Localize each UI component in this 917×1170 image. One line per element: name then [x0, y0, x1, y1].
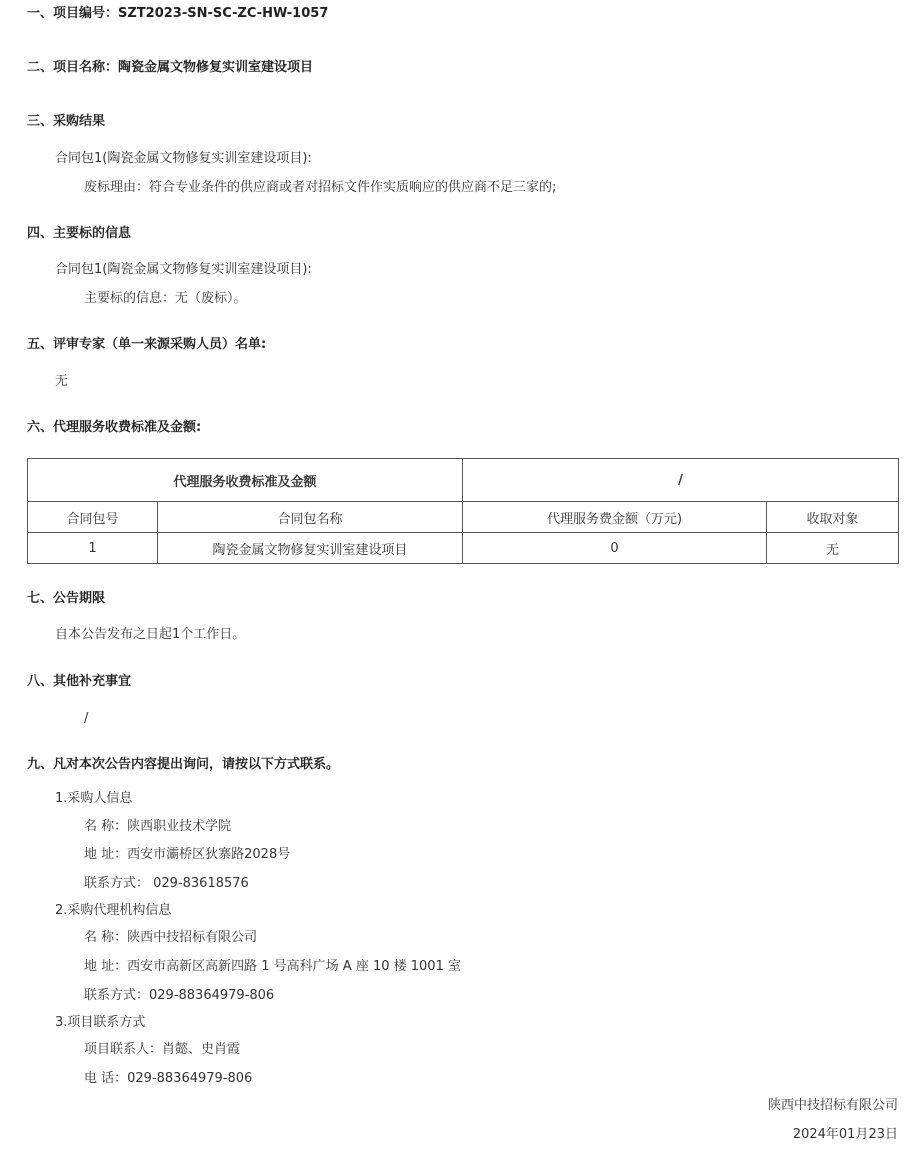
section-1-title: 一、项目编号： [27, 6, 119, 21]
agency-address: 地 址：西安市高新区高新四路 1 号高科广场 A 座 10 楼 1001 室 [84, 959, 461, 974]
agency-contact: 联系方式：029-88364979-806 [84, 988, 275, 1003]
s3-contract-package: 合同包1(陶瓷金属文物修复实训室建设项目): [55, 151, 312, 166]
section-5-title: 五、评审专家（单一来源采购人员）名单: [27, 337, 267, 352]
section-8-title: 八、其他补充事宜 [27, 674, 132, 689]
s3-cancel-reason: 废标理由：符合专业条件的供应商或者对招标文件作实质响应的供应商不足三家的; [84, 180, 557, 195]
col-header-package-no: 合同包号 [28, 502, 158, 533]
section-3-title: 三、采购结果 [27, 114, 106, 129]
project-number-value: SZT2023-SN-SC-ZC-HW-1057 [118, 6, 329, 21]
fee-table-header-label: 代理服务收费标准及金额 [28, 459, 463, 502]
project-contact-person: 项目联系人：肖懿、史肖霞 [84, 1042, 241, 1057]
agency-fee-table [27, 458, 899, 564]
s8-other-value: / [84, 711, 89, 726]
footer-date: 2024年01月23日 [792, 1127, 898, 1142]
s5-experts-value: 无 [55, 374, 69, 389]
footer-company: 陕西中技招标有限公司 [767, 1098, 898, 1113]
table-row [28, 533, 899, 564]
section-6-title: 六、代理服务收费标准及金额: [27, 420, 202, 435]
project-name-value: 陶瓷金属文物修复实训室建设项目 [118, 60, 314, 75]
section-project-number [27, 6, 328, 22]
section-7-title: 七、公告期限 [27, 591, 106, 606]
fee-table-column-row [28, 502, 899, 533]
agency-heading: 2.采购代理机构信息 [55, 903, 172, 918]
section-project-name [27, 60, 313, 76]
section-9-title: 九、凡对本次公告内容提出询问，请按以下方式联系。 [27, 757, 340, 772]
project-contact-phone: 电 话：029-88364979-806 [84, 1071, 253, 1086]
cell-payer: 无 [767, 533, 899, 564]
s4-contract-package: 合同包1(陶瓷金属文物修复实训室建设项目): [55, 262, 312, 277]
section-4-title: 四、主要标的信息 [27, 226, 132, 241]
fee-table-header-value: / [463, 459, 899, 502]
s7-announcement-period: 自本公告发布之日起1个工作日。 [55, 627, 246, 642]
purchaser-name: 名 称：陕西职业技术学院 [84, 819, 232, 834]
col-header-package-name: 合同包名称 [158, 502, 463, 533]
cell-package-no: 1 [28, 533, 158, 564]
col-header-fee-amount: 代理服务费金额（万元) [463, 502, 767, 533]
fee-table-header-row [28, 459, 899, 502]
section-2-title: 二、项目名称： [27, 60, 119, 75]
agency-name: 名 称：陕西中技招标有限公司 [84, 930, 258, 945]
purchaser-address: 地 址：西安市灞桥区狄寨路2028号 [84, 847, 291, 862]
col-header-payer: 收取对象 [767, 502, 899, 533]
cell-package-name: 陶瓷金属文物修复实训室建设项目 [158, 533, 463, 564]
purchaser-contact: 联系方式： 029-83618576 [84, 876, 249, 891]
purchaser-heading: 1.采购人信息 [55, 791, 133, 806]
cell-fee-amount: 0 [463, 533, 767, 564]
project-contact-heading: 3.项目联系方式 [55, 1015, 146, 1030]
s4-main-subject-info: 主要标的信息：无（废标）。 [84, 291, 247, 306]
